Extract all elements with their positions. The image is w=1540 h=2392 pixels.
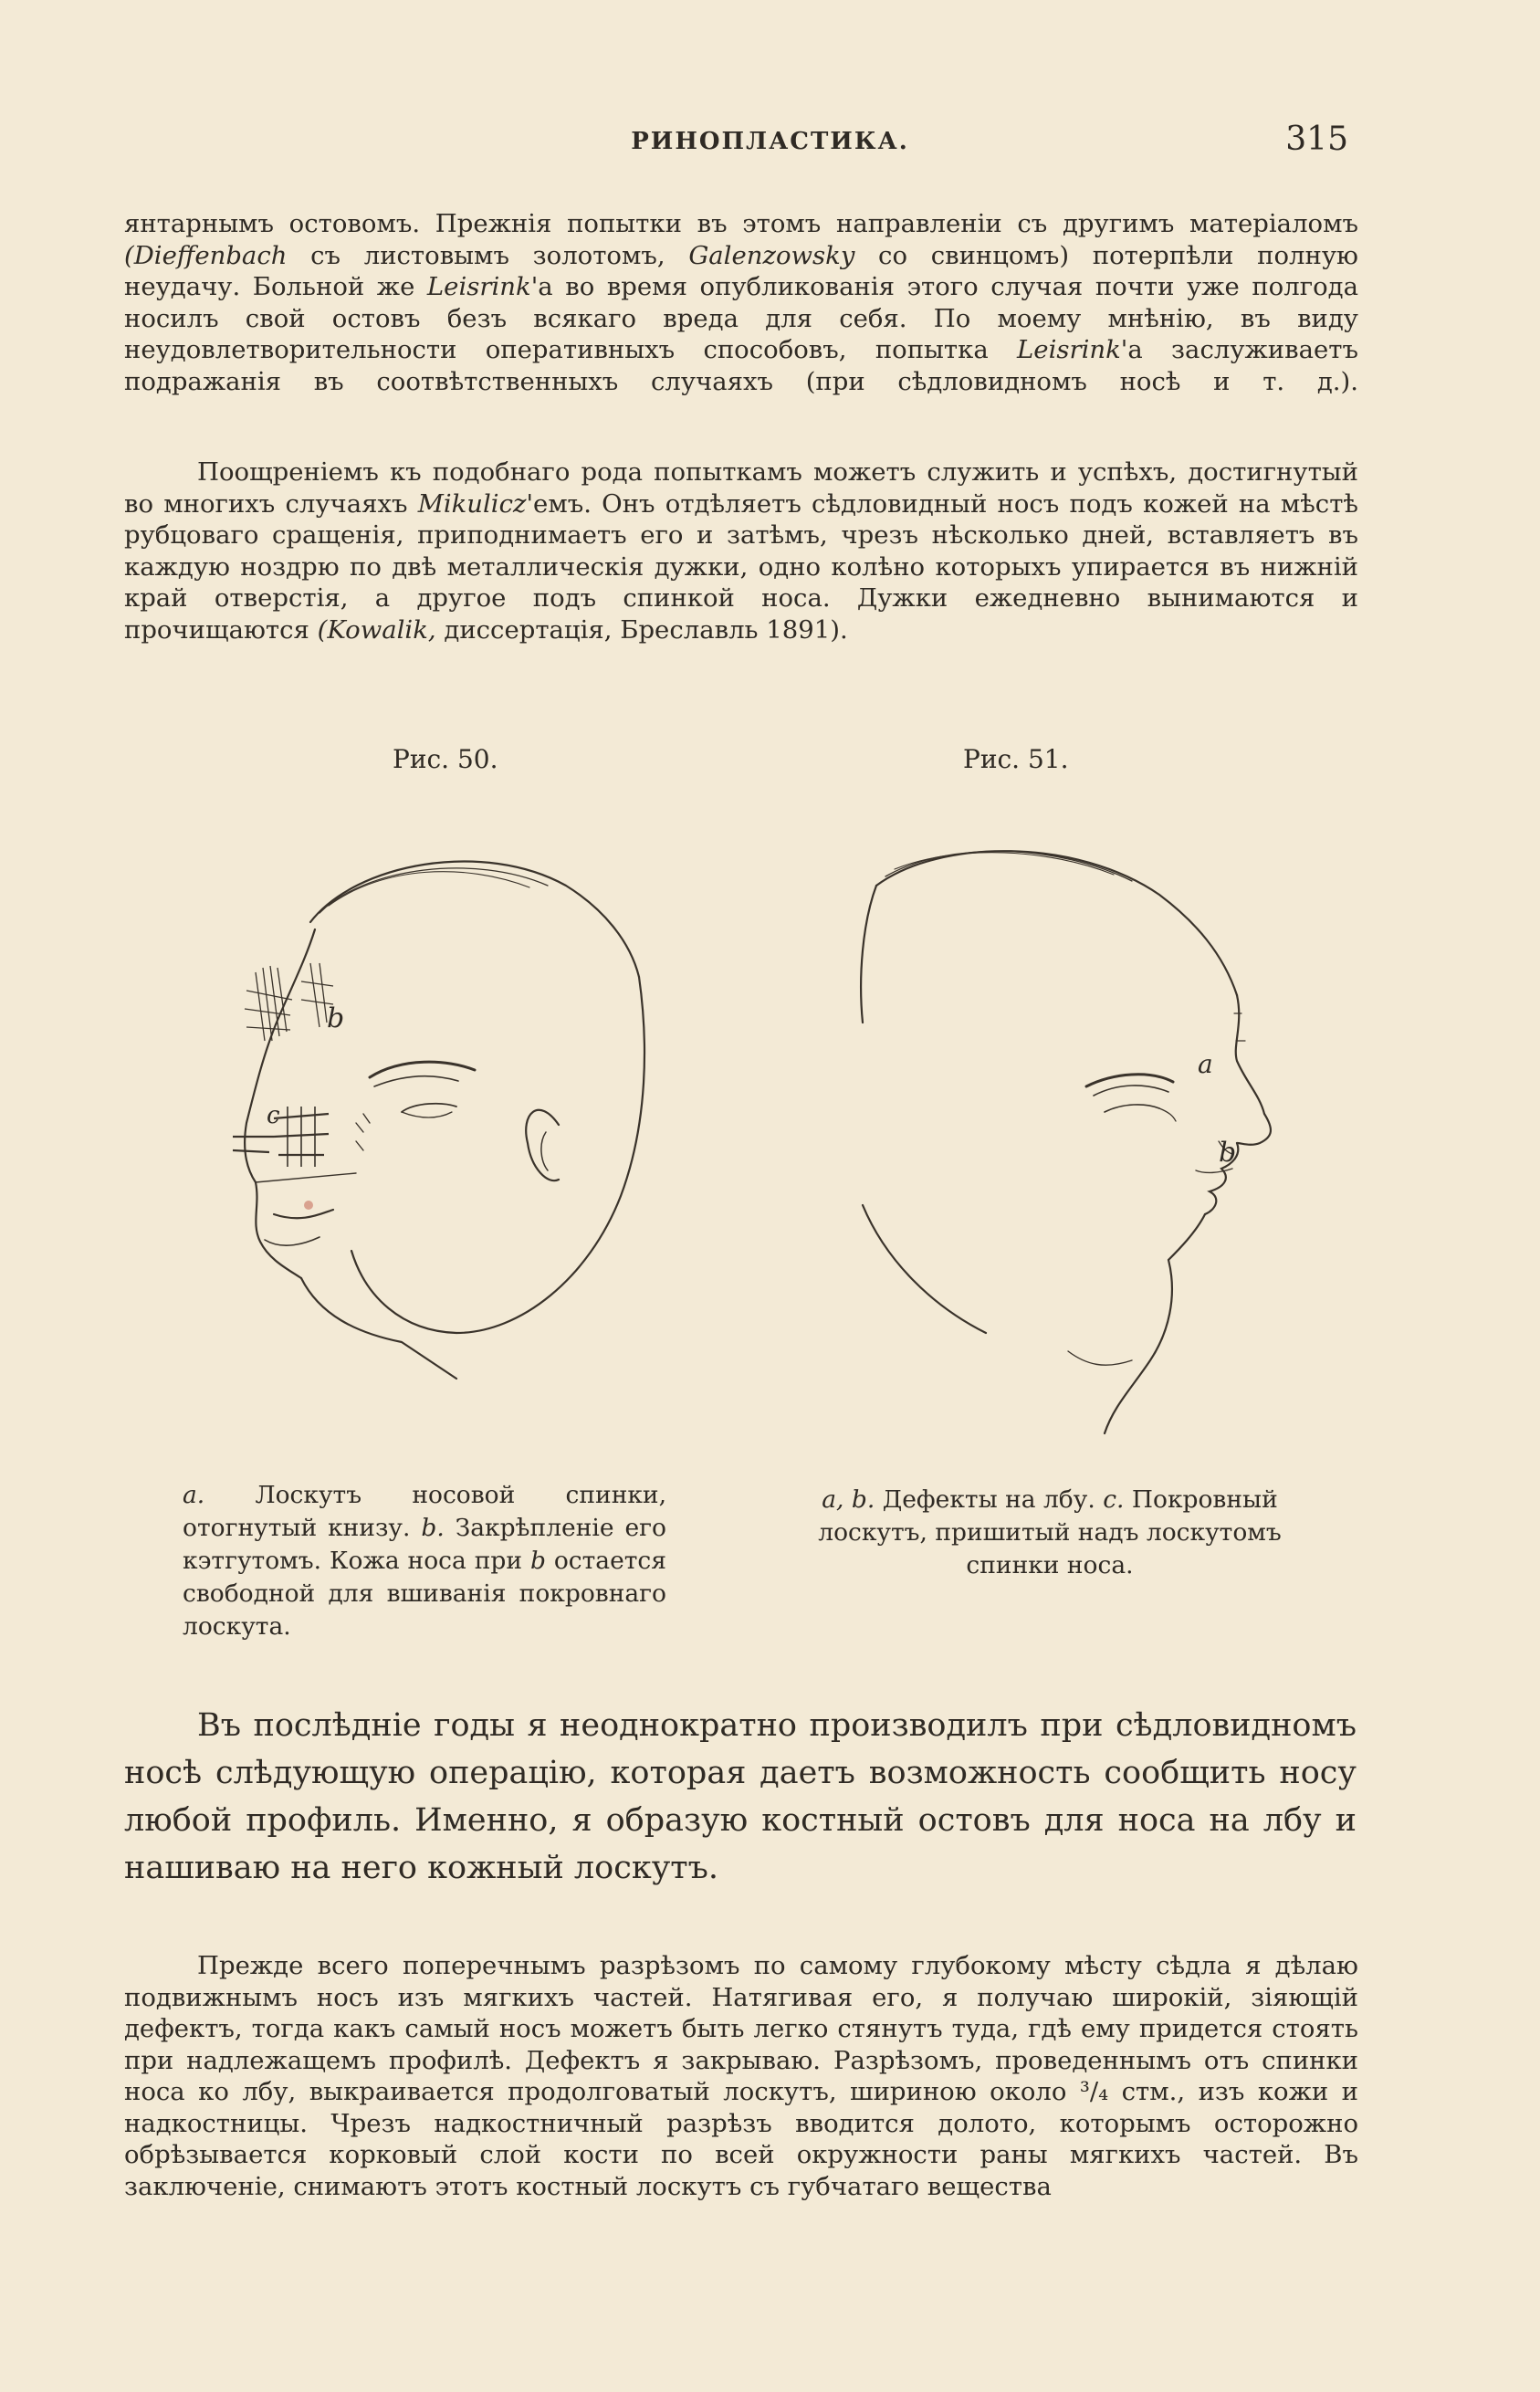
running-head xyxy=(0,121,1540,157)
figure-51-label: Рис. 51. xyxy=(963,744,1069,774)
figure-50-label: Рис. 50. xyxy=(393,744,498,774)
figure-51-letter-a: a xyxy=(1198,1049,1213,1079)
paragraph-2: Поощреніемъ къ подобнаго рода попыткамъ можетъ служить и успѣхъ, достигнутый во многихъ случаяхъ Mikulicz'емъ. Онъ отдѣляетъ сѣдловидный носъ подъ кожей на мѣстѣ рубцоваго сращенія, приподнимаетъ его и затѣмъ, чрезъ нѣсколько дней, вставляетъ въ каждую ноздрю по двѣ металлическія дужки, одно колѣно которыхъ упирается въ нижній край отверстія, а другое подъ спинкой носа. Дужки ежедневно вынимаются и прочищаются (Kowalik, диссертація, Бреславль 1891). xyxy=(124,457,1358,645)
paragraph-1: янтарнымъ остовомъ. Прежнія попытки въ этомъ направленіи съ другимъ матеріаломъ (Dieffenbach съ листовымъ золотомъ, Galenzowsky со свинцомъ) потерпѣли полную неудачу. Больной же Leisrink'а во время опубликованія этого случая почти уже полгода носилъ свой остовъ безъ всякаго вреда для себя. По моему мнѣнію, въ виду неудовлетворительности оперативныхъ способовъ, попытка Leisrink'а заслуживаетъ подражанія въ соотвѣтственныхъ случаяхъ (при сѣдловидномъ носѣ и т. д.). xyxy=(124,209,1358,396)
figure-50-caption: a. Лоскутъ носовой спинки, отогнутый книзу. b. Закрѣпленіе его кэтгутомъ. Кожа носа при b остается свободной для вшиванія покровнаго лоскута. xyxy=(183,1481,666,1641)
page-number: 315 xyxy=(1285,121,1348,158)
paragraph-3: Въ послѣдніе годы я неоднократно производилъ при сѣдловидномъ носѣ слѣдующую операцію, которая даетъ возможность сообщить носу любой профиль. Именно, я образую костный остовъ для носа на лбу и нашиваю на него кожный лоскутъ. xyxy=(124,1707,1357,1886)
running-title: РИНОПЛАСТИКА. xyxy=(631,128,909,155)
paragraph-4: Прежде всего поперечнымъ разрѣзомъ по самому глубокому мѣсту сѣдла я дѣлаю подвижнымъ носъ изъ мягкихъ частей. Натягивая его, я получаю широкій, зіяющій дефектъ, тогда какъ самый носъ можетъ быть легко стянутъ туда, гдѣ ему придется стоять при надлежащемъ профилѣ. Дефектъ я закрываю. Разрѣзомъ, проведеннымъ отъ спинки носа ко лбу, выкраивается продолговатый лоскутъ, шириною около ³/₄ стм., изъ кожи и надкостницы. Чрезъ надкостничный разрѣзъ вводится долото, которымъ осторожно обрѣзывается корковый слой кости по всей окружности раны мягкихъ частей. Въ заключеніе, снимаютъ этотъ костный лоскутъ съ губчатаго вещества xyxy=(124,1951,1358,2201)
figure-51-caption: a, b. Дефекты на лбу. c. Покровный лоскутъ, пришитый надъ лоскутомъ спинки носа. xyxy=(818,1485,1282,1579)
figure-50-letter-c: c xyxy=(267,1102,280,1129)
figure-50-illustration xyxy=(219,822,694,1443)
figure-51-letter-b: b xyxy=(1219,1137,1237,1169)
figure-50-letter-b: b xyxy=(327,1002,345,1034)
figure-51-illustration xyxy=(858,822,1333,1461)
